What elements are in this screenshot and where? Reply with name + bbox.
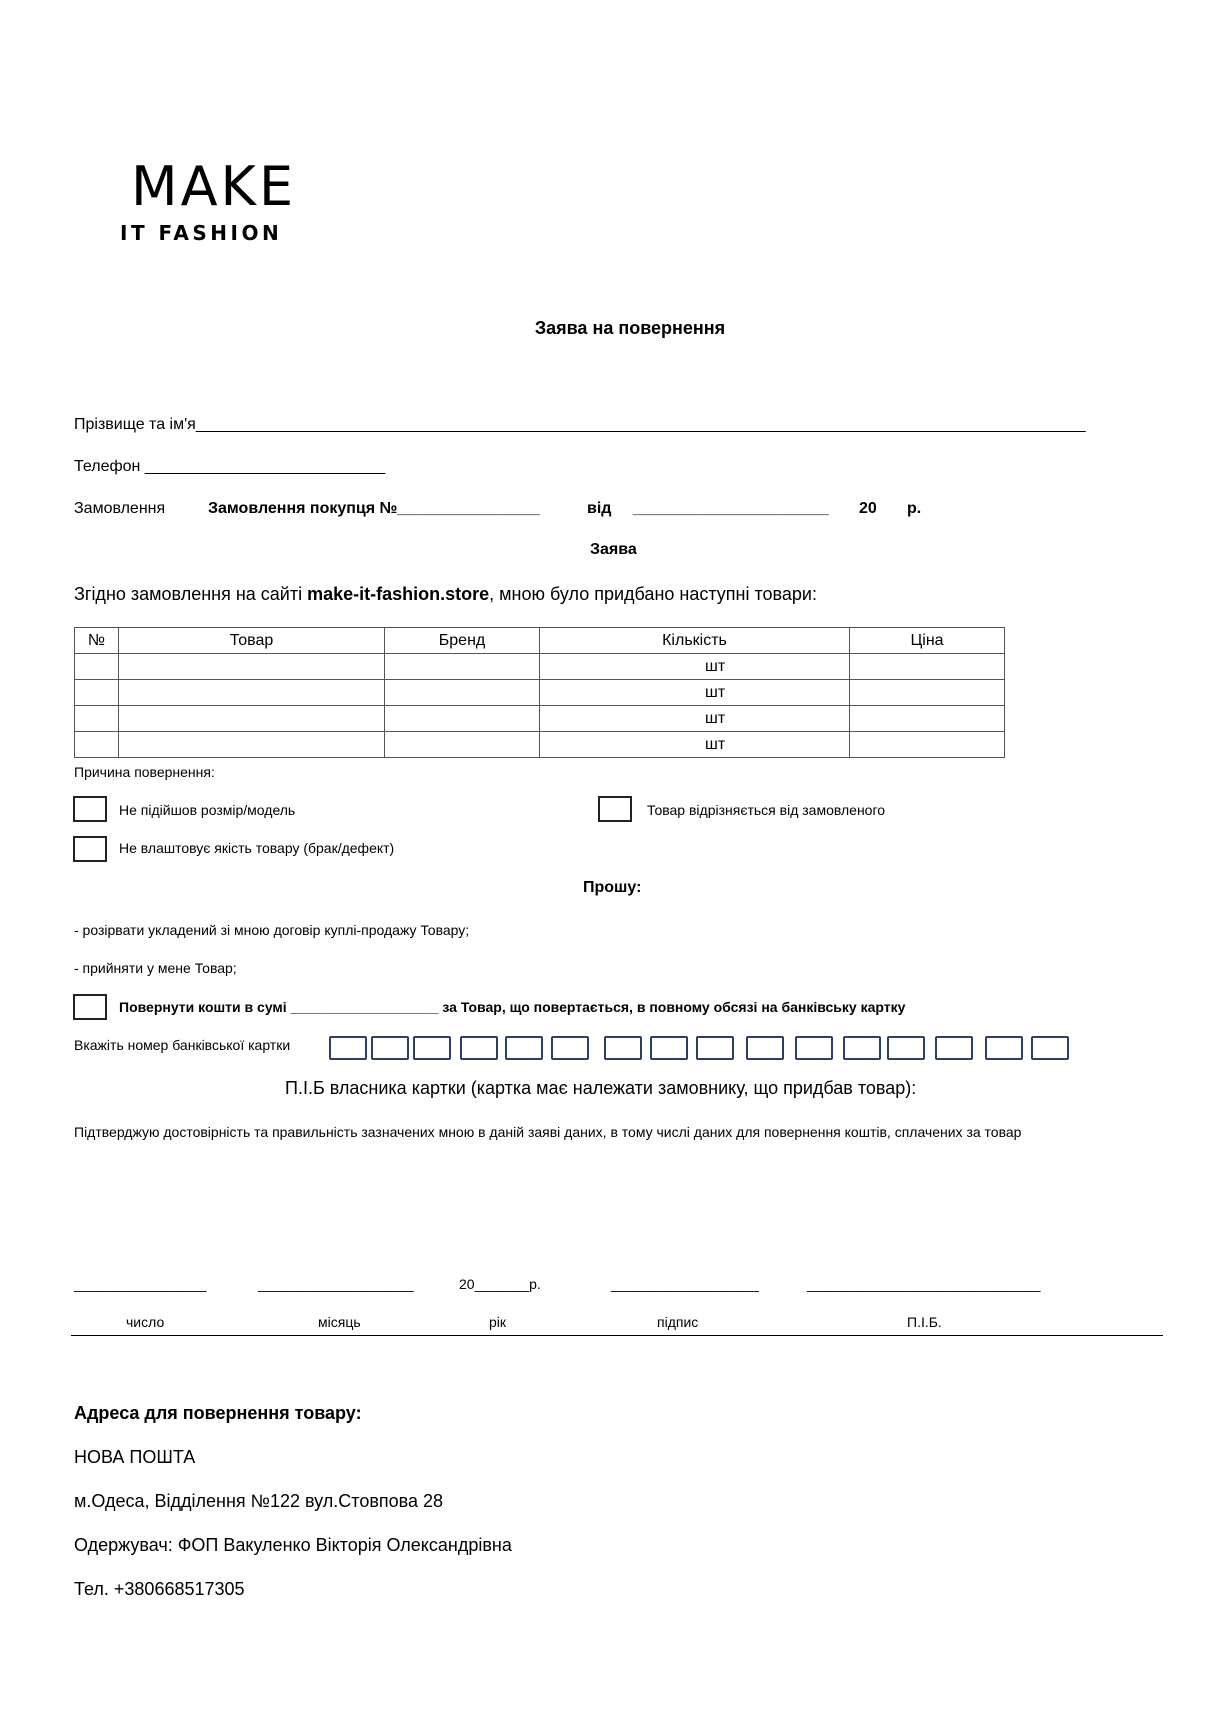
option-differs-from-order: Товар відрізняється від замовленого (647, 802, 886, 818)
request-heading: Прошу: (583, 879, 642, 896)
cell-brand[interactable] (385, 732, 540, 758)
card-digit-box[interactable] (746, 1036, 784, 1060)
cell-brand[interactable] (385, 654, 540, 680)
qty-unit: шт (705, 709, 726, 727)
cell-product[interactable] (119, 680, 385, 706)
card-digit-box[interactable] (650, 1036, 688, 1060)
cell-quantity[interactable] (540, 706, 850, 732)
card-digit-box[interactable] (413, 1036, 451, 1060)
checkbox-size-model[interactable] (73, 796, 107, 822)
request-item-terminate: - розірвати укладений зі мною договір куплі-продажу Товару; (74, 922, 470, 938)
order-date-line[interactable]: ______________________ (633, 500, 829, 517)
order-year-prefix: 20 (859, 500, 877, 517)
card-digit-box[interactable] (843, 1036, 881, 1060)
order-purchase-label: Замовлення покупця № (208, 500, 398, 517)
cell-quantity[interactable] (540, 680, 850, 706)
table-header-row (75, 628, 1005, 654)
cell-number[interactable] (75, 706, 119, 732)
cell-price[interactable] (850, 654, 1005, 680)
qty-unit: шт (705, 683, 726, 701)
sign-line-day[interactable]: _________________ (74, 1276, 207, 1292)
col-brand: Бренд (385, 628, 540, 654)
table-row (75, 680, 1005, 706)
sign-label-year: рік (489, 1314, 507, 1330)
checkbox-refund[interactable] (73, 994, 107, 1020)
address-line: м.Одеса, Відділення №122 вул.Стовпова 28 (74, 1491, 444, 1511)
cell-number[interactable] (75, 654, 119, 680)
sign-label-signature: підпис (657, 1314, 699, 1330)
address-line: НОВА ПОШТА (74, 1447, 196, 1467)
name-label: Прізвище та ім'я (74, 416, 196, 433)
phone-label: Телефон (74, 458, 141, 475)
card-digit-box[interactable] (1031, 1036, 1069, 1060)
phone-input-line[interactable]: ___________________________ (144, 458, 386, 475)
cell-brand[interactable] (385, 680, 540, 706)
table-row (75, 732, 1005, 758)
col-product: Товар (119, 628, 385, 654)
name-input-line[interactable]: ____________________________________________________________________________________________________ (195, 416, 1086, 433)
card-digit-box[interactable] (505, 1036, 543, 1060)
card-digit-box[interactable] (887, 1036, 925, 1060)
request-item-accept: - прийняти у мене Товар; (74, 960, 237, 976)
cell-number[interactable] (75, 732, 119, 758)
phone-field (74, 458, 385, 476)
sign-label-day: число (126, 1314, 165, 1330)
intro-after: , мною було придбано наступні товари: (489, 584, 817, 604)
sign-line-signature[interactable]: ___________________ (611, 1276, 759, 1292)
sign-year[interactable]: 20_______р. (459, 1276, 541, 1292)
qty-unit: шт (705, 735, 726, 753)
sign-label-name: П.І.Б. (907, 1314, 942, 1330)
sign-line-name[interactable]: ______________________________ (807, 1276, 1041, 1292)
address-line: Одержувач: ФОП Вакуленко Вікторія Олександрівна (74, 1535, 512, 1555)
cell-price[interactable] (850, 732, 1005, 758)
name-field (74, 416, 1086, 434)
card-owner-text: П.І.Б власника картки (картка має належати замовнику, що придбав товар): (285, 1078, 917, 1098)
address-heading: Адреса для повернення товару: (74, 1403, 362, 1423)
col-number: № (75, 628, 119, 654)
card-digit-box[interactable] (935, 1036, 973, 1060)
section-divider (71, 1335, 1163, 1336)
table-row (75, 706, 1005, 732)
order-number-line[interactable]: ________________ (397, 500, 540, 517)
col-quantity: Кількість (540, 628, 850, 654)
order-label: Замовлення (74, 500, 166, 517)
card-digit-box[interactable] (329, 1036, 367, 1060)
card-digit-box[interactable] (371, 1036, 409, 1060)
confirmation-text: Підтверджую достовірність та правильність зазначених мною в даній заяві даних, в тому числі даних для повернення коштів, сплачених за товар (74, 1124, 1022, 1140)
card-digit-box[interactable] (460, 1036, 498, 1060)
card-number-label: Вкажіть номер банківської картки (74, 1037, 291, 1053)
option-size-model: Не підійшов розмір/модель (119, 802, 296, 818)
cell-product[interactable] (119, 706, 385, 732)
intro-site: make-it-fashion.store (307, 584, 490, 604)
items-table (74, 627, 1005, 758)
cell-quantity[interactable] (540, 654, 850, 680)
order-purchase-field (208, 500, 540, 518)
checkbox-differs-from-order[interactable] (598, 796, 632, 822)
card-digit-box[interactable] (604, 1036, 642, 1060)
order-year-suffix: р. (907, 500, 922, 517)
sign-label-month: місяць (318, 1314, 361, 1330)
cell-number[interactable] (75, 680, 119, 706)
refund-before: Повернути кошти в сумі (119, 999, 291, 1015)
qty-unit: шт (705, 657, 726, 675)
sign-line-month[interactable]: ____________________ (258, 1276, 414, 1292)
address-phone: Тел. +380668517305 (74, 1579, 245, 1599)
cell-price[interactable] (850, 706, 1005, 732)
checkbox-quality-defect[interactable] (73, 836, 107, 862)
order-from-label: від (587, 500, 612, 517)
cell-quantity[interactable] (540, 732, 850, 758)
logo-it-fashion: IT FASHION (120, 221, 283, 245)
reason-label: Причина повернення: (74, 764, 215, 780)
cell-price[interactable] (850, 680, 1005, 706)
intro-text (74, 584, 817, 605)
intro-before: Згідно замовлення на сайті (74, 584, 308, 604)
cell-product[interactable] (119, 732, 385, 758)
refund-after: за Товар, що повертається, в повному обсязі на банківську картку (438, 999, 906, 1015)
card-digit-box[interactable] (696, 1036, 734, 1060)
table-row (75, 654, 1005, 680)
refund-text (119, 999, 905, 1015)
card-digit-box[interactable] (551, 1036, 589, 1060)
refund-amount-line[interactable]: ___________________ (290, 999, 439, 1015)
statement-heading: Заява (590, 541, 637, 558)
col-price: Ціна (850, 628, 1005, 654)
logo-make: MAKE (131, 155, 297, 218)
option-quality-defect: Не влаштовує якість товару (брак/дефект) (119, 840, 395, 856)
card-digit-box[interactable] (795, 1036, 833, 1060)
cell-product[interactable] (119, 654, 385, 680)
page-title: Заява на повернення (534, 318, 726, 338)
cell-brand[interactable] (385, 706, 540, 732)
card-digit-box[interactable] (985, 1036, 1023, 1060)
